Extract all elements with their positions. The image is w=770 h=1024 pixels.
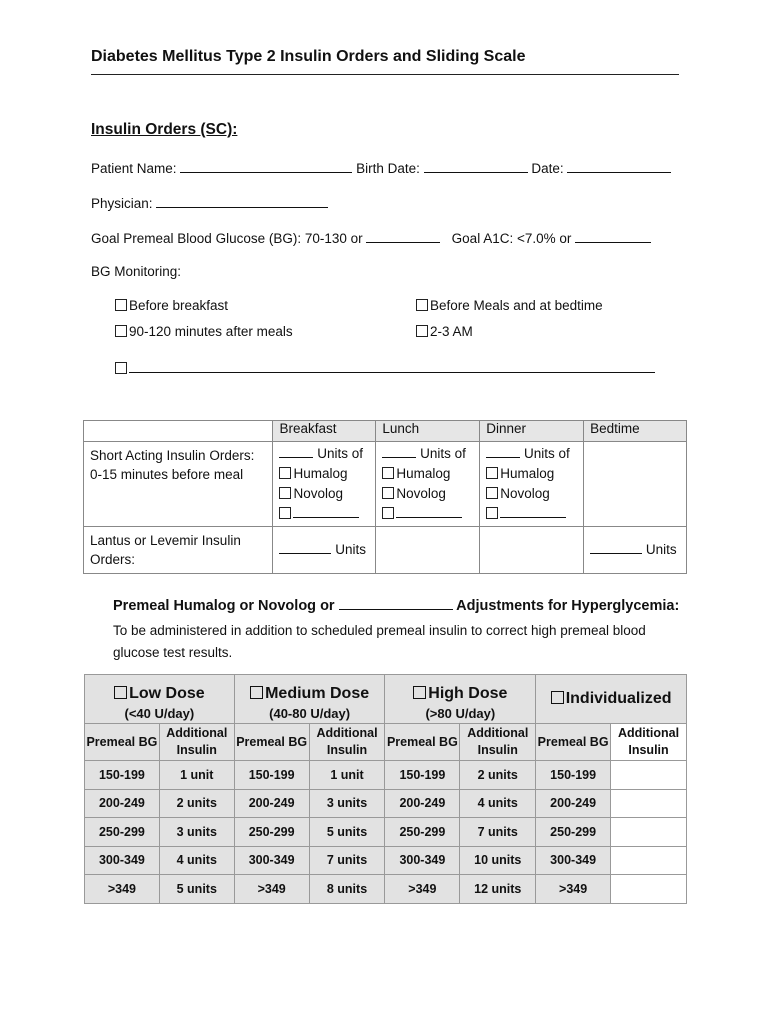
additional-insulin-cell: 4 units	[159, 846, 234, 875]
premeal-bg-cell: 150-199	[85, 761, 160, 790]
premeal-bg-cell: 300-349	[234, 846, 309, 875]
bg-option-other[interactable]	[115, 359, 655, 376]
additional-insulin-header: Additional Insulin	[159, 724, 234, 761]
additional-insulin-cell: 4 units	[460, 789, 536, 818]
col-lunch: Lunch	[376, 421, 480, 442]
additional-insulin-cell: 10 units	[460, 846, 536, 875]
units-field[interactable]	[590, 540, 642, 554]
checkbox-icon[interactable]	[250, 686, 263, 699]
table-row	[85, 846, 687, 875]
additional-insulin-cell: 1 unit	[159, 761, 234, 790]
sliding-scale-table	[84, 674, 687, 904]
checkbox-icon[interactable]	[486, 487, 498, 499]
section-title: Insulin Orders (SC):	[91, 121, 238, 138]
additional-insulin-cell: 2 units	[460, 761, 536, 790]
birth-date-field[interactable]	[424, 159, 528, 173]
additional-insulin-cell: 5 units	[159, 875, 234, 904]
additional-insulin-cell: 3 units	[159, 818, 234, 847]
premeal-bg-cell: 250-299	[234, 818, 309, 847]
units-field[interactable]	[279, 540, 331, 554]
document-title: Diabetes Mellitus Type 2 Insulin Orders and Sliding Scale	[91, 48, 526, 65]
individualized-header: Individualized	[536, 675, 687, 724]
units-field[interactable]	[486, 444, 520, 458]
adjustments-text: To be administered in addition to scheduled premeal insulin to correct high premeal blood glucose test results.	[113, 623, 646, 660]
premeal-bg-cell: 150-199	[385, 761, 460, 790]
additional-insulin-header: Additional Insulin	[611, 724, 687, 761]
bg-option-before-meals-bedtime[interactable]: Before Meals and at bedtime	[416, 298, 603, 313]
additional-insulin-cell: 7 units	[309, 846, 385, 875]
checkbox-icon[interactable]	[279, 487, 291, 499]
premeal-bg-cell: 200-249	[85, 789, 160, 818]
physician-line	[91, 194, 328, 211]
bg-option-2-3am[interactable]: 2-3 AM	[416, 324, 473, 339]
checkbox-icon[interactable]	[486, 467, 498, 479]
additional-insulin-cell[interactable]	[611, 789, 687, 818]
checkbox-icon[interactable]	[115, 325, 127, 337]
birth-date-label: Birth Date:	[356, 161, 420, 176]
units-field[interactable]	[382, 444, 416, 458]
adjustments-heading: Premeal Humalog or Novolog or Adjustments for Hyperglycemia:	[113, 598, 680, 614]
checkbox-icon[interactable]	[279, 467, 291, 479]
bg-option-before-breakfast[interactable]: Before breakfast	[115, 298, 228, 313]
additional-insulin-header: Additional Insulin	[460, 724, 536, 761]
checkbox-icon[interactable]	[115, 362, 127, 374]
checkbox-icon[interactable]	[486, 507, 498, 519]
title-rule	[91, 74, 679, 75]
date-label: Date:	[531, 161, 564, 176]
premeal-bg-cell: 300-349	[385, 846, 460, 875]
checkbox-icon[interactable]	[551, 691, 564, 704]
other-insulin-field[interactable]	[396, 504, 462, 518]
checkbox-icon[interactable]	[115, 299, 127, 311]
checkbox-icon[interactable]	[416, 299, 428, 311]
goal-bg-field[interactable]	[366, 229, 440, 243]
other-insulin-field[interactable]	[500, 504, 566, 518]
patient-name-field[interactable]	[180, 159, 352, 173]
checkbox-icon[interactable]	[114, 686, 127, 699]
patient-name-label: Patient Name:	[91, 161, 177, 176]
goal-a1c-field[interactable]	[575, 229, 651, 243]
checkbox-icon[interactable]	[382, 467, 394, 479]
col-breakfast: Breakfast	[273, 421, 376, 442]
premeal-bg-cell: 250-299	[385, 818, 460, 847]
premeal-bg-cell: 150-199	[234, 761, 309, 790]
goal-a1c-label: Goal A1C: <7.0% or	[451, 231, 572, 246]
additional-insulin-cell[interactable]	[611, 846, 687, 875]
low-dose-range: (<40 U/day)	[85, 703, 235, 724]
premeal-bg-cell: 200-249	[536, 789, 611, 818]
table-row	[85, 789, 687, 818]
table-row	[85, 818, 687, 847]
patient-info-line	[91, 159, 671, 176]
low-dose-header: Low Dose	[85, 675, 235, 704]
other-insulin-field[interactable]	[293, 504, 359, 518]
lantus-breakfast: Units	[273, 527, 376, 574]
premeal-bg-cell: 250-299	[85, 818, 160, 847]
premeal-bg-header: Premeal BG	[385, 724, 460, 761]
high-dose-range: (>80 U/day)	[385, 703, 536, 724]
checkbox-icon[interactable]	[382, 487, 394, 499]
breakfast-order: Units of Humalog Novolog	[273, 442, 376, 527]
checkbox-icon[interactable]	[413, 686, 426, 699]
additional-insulin-cell[interactable]	[611, 818, 687, 847]
lunch-order: Units of Humalog Novolog	[376, 442, 480, 527]
premeal-bg-header: Premeal BG	[234, 724, 309, 761]
table-row	[85, 875, 687, 904]
premeal-bg-header: Premeal BG	[85, 724, 160, 761]
premeal-bg-cell: 200-249	[234, 789, 309, 818]
premeal-bg-cell: >349	[85, 875, 160, 904]
goal-bg-label: Goal Premeal Blood Glucose (BG): 70-130 or	[91, 231, 363, 246]
bg-option-after-meals[interactable]: 90-120 minutes after meals	[115, 324, 293, 339]
dinner-order: Units of Humalog Novolog	[480, 442, 584, 527]
premeal-bg-cell: >349	[234, 875, 309, 904]
checkbox-icon[interactable]	[416, 325, 428, 337]
additional-insulin-cell: 3 units	[309, 789, 385, 818]
additional-insulin-cell: 7 units	[460, 818, 536, 847]
date-field[interactable]	[567, 159, 671, 173]
additional-insulin-cell: 8 units	[309, 875, 385, 904]
bg-monitoring-label: BG Monitoring:	[91, 264, 182, 279]
additional-insulin-cell: 2 units	[159, 789, 234, 818]
bg-other-field[interactable]	[129, 359, 655, 373]
short-acting-label: Short Acting Insulin Orders: 0-15 minutes before meal	[84, 442, 273, 527]
additional-insulin-header: Additional Insulin	[309, 724, 385, 761]
adjustment-insulin-field[interactable]	[339, 596, 453, 610]
premeal-bg-cell: 300-349	[536, 846, 611, 875]
checkbox-icon[interactable]	[382, 507, 394, 519]
medium-dose-header: Medium Dose	[234, 675, 385, 704]
col-dinner: Dinner	[480, 421, 584, 442]
lantus-bedtime: Units	[584, 527, 687, 574]
premeal-bg-cell: >349	[385, 875, 460, 904]
physician-label: Physician:	[91, 196, 153, 211]
premeal-bg-cell: 250-299	[536, 818, 611, 847]
premeal-bg-cell: 150-199	[536, 761, 611, 790]
bedtime-order	[584, 442, 687, 527]
additional-insulin-cell: 12 units	[460, 875, 536, 904]
col-bedtime: Bedtime	[584, 421, 687, 442]
premeal-bg-header: Premeal BG	[536, 724, 611, 761]
lantus-label: Lantus or Levemir Insulin Orders:	[84, 527, 273, 574]
premeal-bg-cell: >349	[536, 875, 611, 904]
medium-dose-range: (40-80 U/day)	[234, 703, 385, 724]
table-row	[85, 761, 687, 790]
additional-insulin-cell[interactable]	[611, 875, 687, 904]
premeal-bg-cell: 200-249	[385, 789, 460, 818]
insulin-orders-table	[83, 420, 687, 574]
premeal-bg-cell: 300-349	[85, 846, 160, 875]
additional-insulin-cell[interactable]	[611, 761, 687, 790]
checkbox-icon[interactable]	[279, 507, 291, 519]
units-field[interactable]	[279, 444, 313, 458]
physician-field[interactable]	[156, 194, 328, 208]
additional-insulin-cell: 1 unit	[309, 761, 385, 790]
high-dose-header: High Dose	[385, 675, 536, 704]
additional-insulin-cell: 5 units	[309, 818, 385, 847]
goals-line	[91, 229, 651, 246]
